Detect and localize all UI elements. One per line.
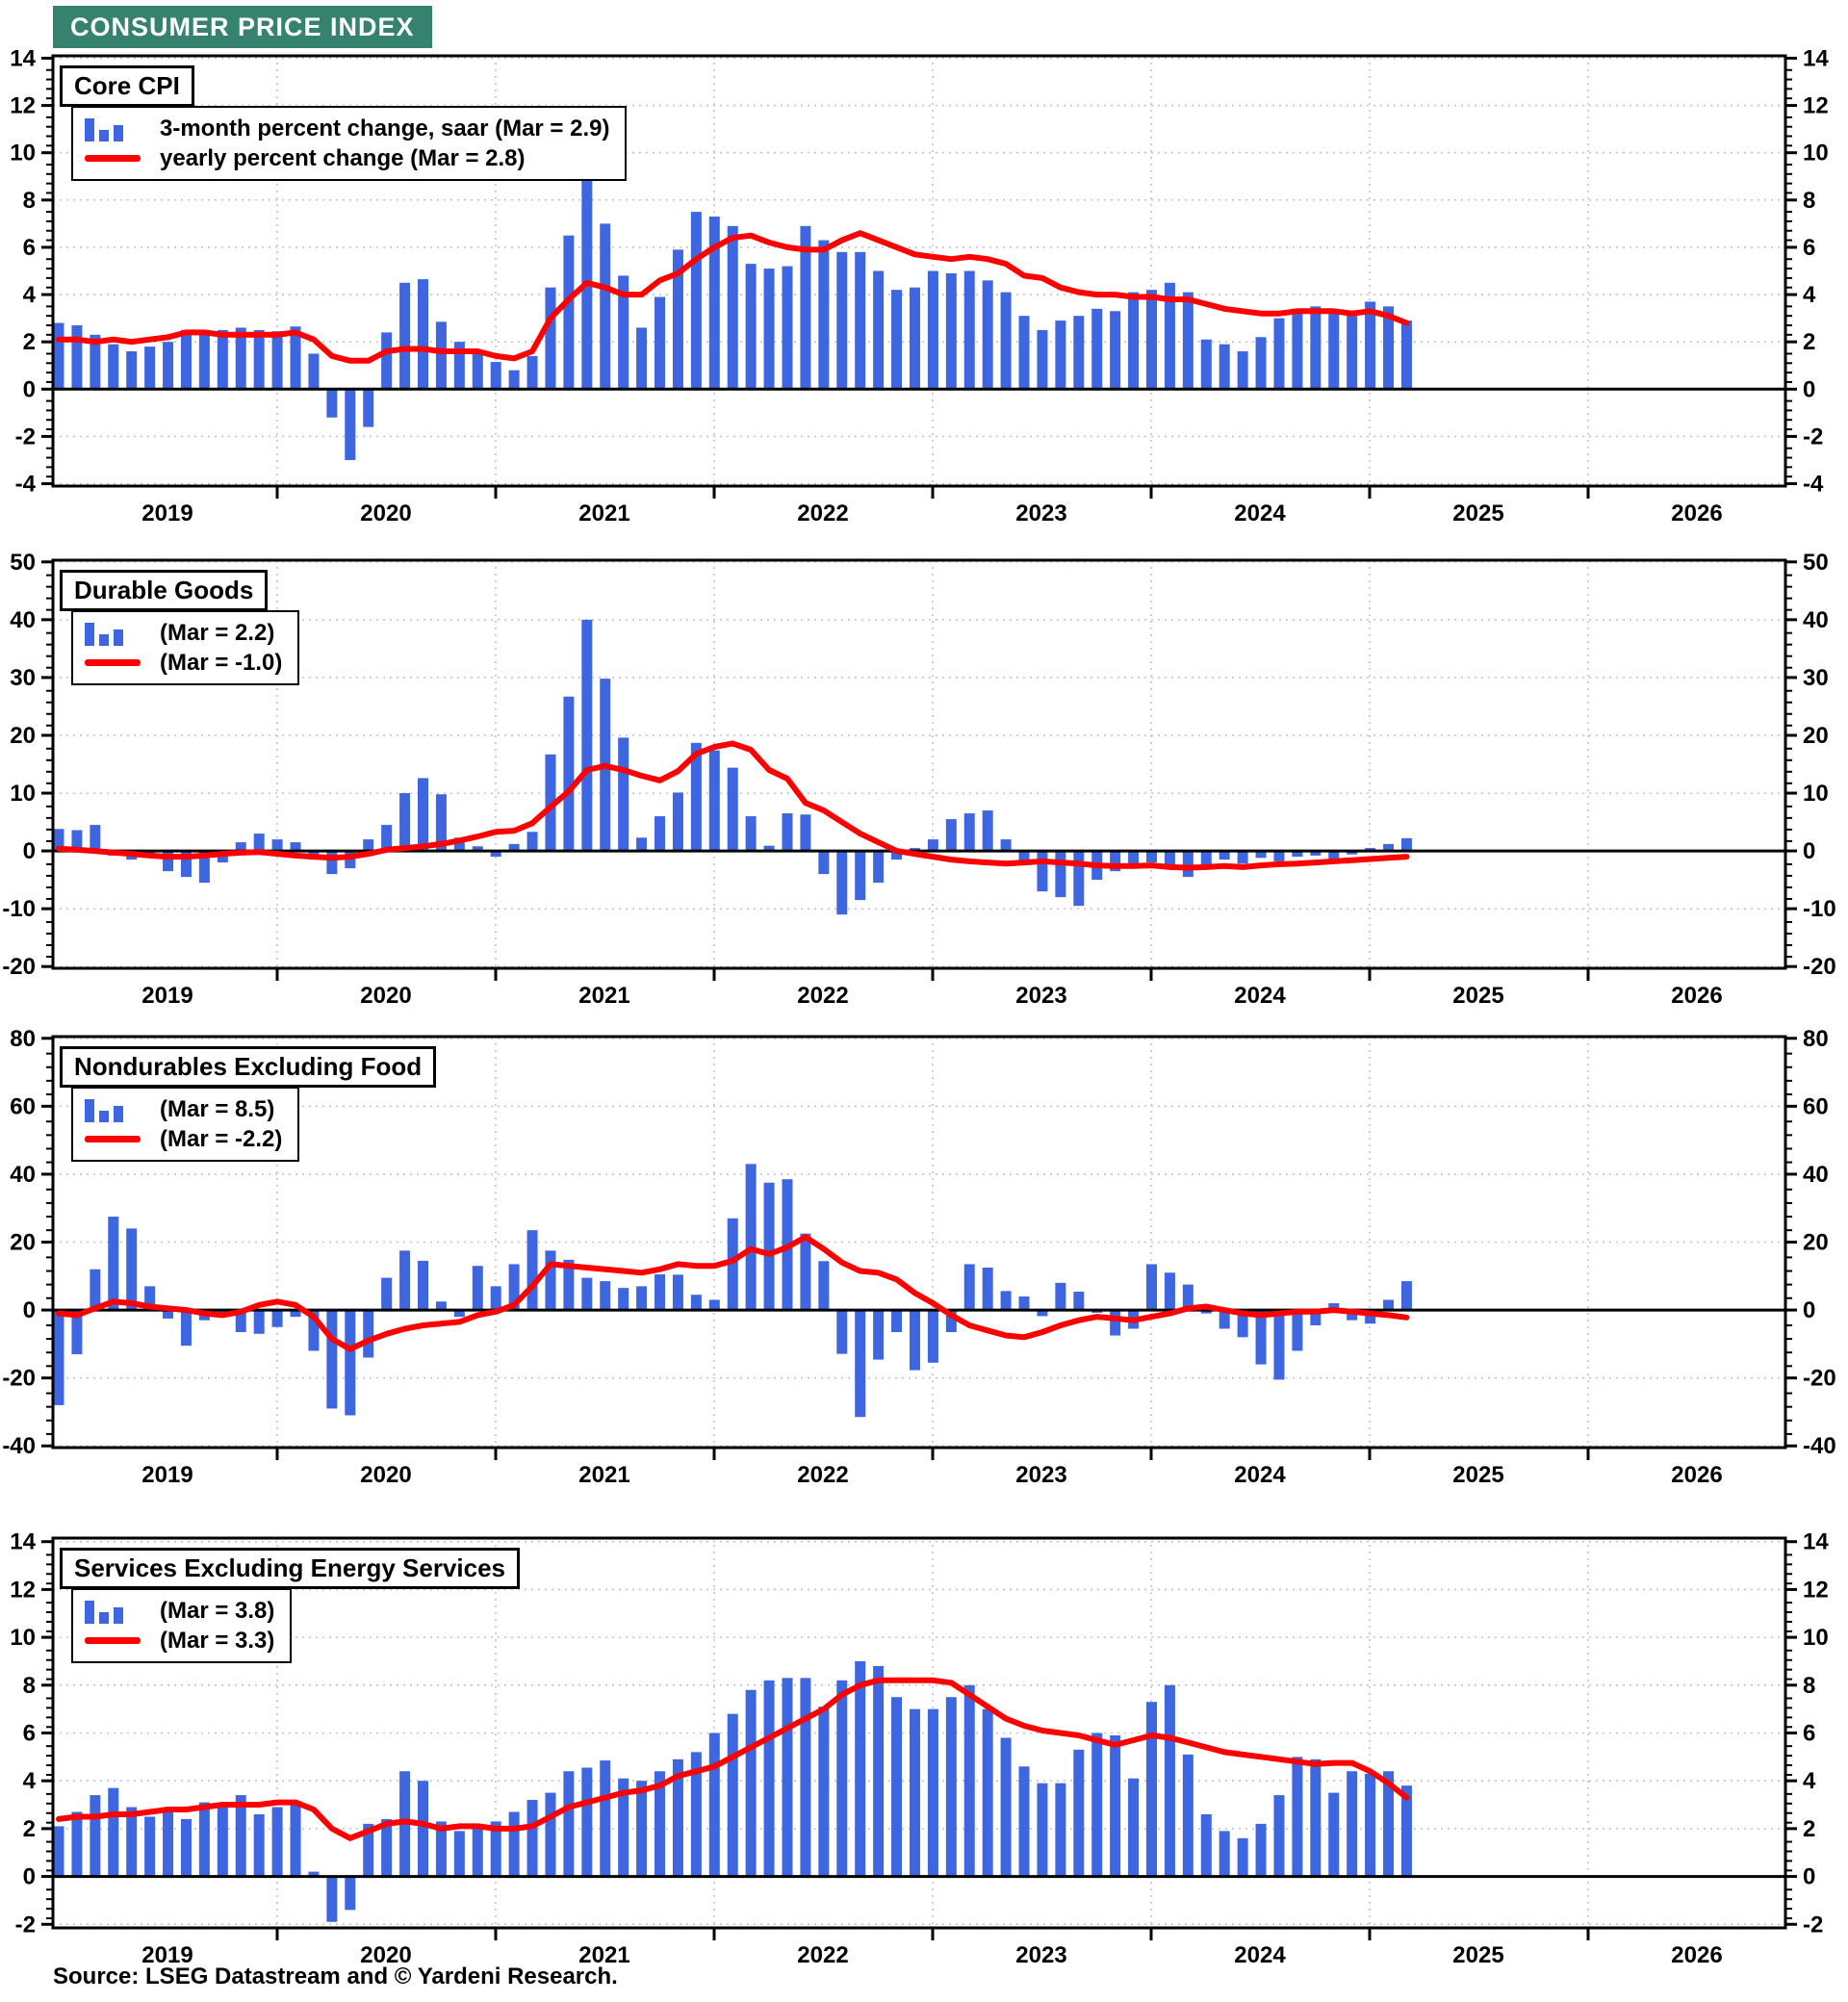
svg-text:10: 10 bbox=[1803, 140, 1829, 167]
panel-nondurables-title: Nondurables Excluding Food bbox=[60, 1046, 436, 1088]
legend-row-line bbox=[85, 143, 609, 173]
svg-text:0: 0 bbox=[22, 376, 36, 403]
panel-nondurables-legend bbox=[71, 1087, 299, 1162]
svg-text:0: 0 bbox=[1803, 376, 1816, 403]
svg-text:2025: 2025 bbox=[1452, 1942, 1504, 1968]
svg-text:-40: -40 bbox=[1803, 1433, 1836, 1460]
svg-text:10: 10 bbox=[10, 140, 36, 167]
svg-text:2022: 2022 bbox=[797, 1462, 849, 1488]
svg-text:0: 0 bbox=[1803, 838, 1816, 865]
svg-text:8: 8 bbox=[22, 187, 36, 214]
legend-bar-label: (Mar = 3.8) bbox=[160, 1597, 275, 1624]
legend-row-bars bbox=[85, 618, 282, 648]
svg-text:2024: 2024 bbox=[1234, 1942, 1286, 1968]
svg-text:2023: 2023 bbox=[1015, 983, 1067, 1009]
svg-text:10: 10 bbox=[1803, 1625, 1829, 1652]
legend-line-label: (Mar = -2.2) bbox=[160, 1125, 283, 1152]
legend-line-label: (Mar = -1.0) bbox=[160, 649, 283, 676]
legend-row-bars bbox=[85, 1596, 274, 1626]
line-series-swatch-icon bbox=[85, 146, 146, 171]
svg-text:4: 4 bbox=[1803, 1768, 1816, 1795]
svg-text:2022: 2022 bbox=[797, 1942, 849, 1968]
svg-text:2024: 2024 bbox=[1234, 500, 1286, 526]
svg-text:2025: 2025 bbox=[1452, 983, 1504, 1009]
svg-text:14: 14 bbox=[10, 45, 36, 72]
svg-text:2019: 2019 bbox=[141, 500, 193, 526]
svg-text:2023: 2023 bbox=[1015, 1462, 1067, 1488]
svg-text:-20: -20 bbox=[1803, 1365, 1836, 1392]
svg-text:60: 60 bbox=[10, 1093, 36, 1120]
svg-text:50: 50 bbox=[1803, 549, 1829, 576]
svg-text:14: 14 bbox=[1803, 45, 1829, 72]
svg-text:-20: -20 bbox=[1803, 954, 1836, 981]
svg-text:10: 10 bbox=[1803, 781, 1829, 808]
panel-durable-goods-title: Durable Goods bbox=[60, 570, 268, 611]
svg-text:2: 2 bbox=[22, 1815, 36, 1842]
svg-text:8: 8 bbox=[1803, 187, 1816, 214]
svg-text:2023: 2023 bbox=[1015, 500, 1067, 526]
legend-line-label: yearly percent change (Mar = 2.8) bbox=[160, 144, 526, 171]
svg-text:40: 40 bbox=[1803, 1161, 1829, 1188]
svg-text:4: 4 bbox=[22, 1768, 36, 1795]
panel-services-legend bbox=[71, 1588, 292, 1663]
svg-text:80: 80 bbox=[1803, 1025, 1829, 1052]
bar-series-swatch-icon bbox=[85, 116, 146, 141]
svg-text:40: 40 bbox=[10, 606, 36, 633]
svg-text:20: 20 bbox=[1803, 722, 1829, 749]
svg-text:6: 6 bbox=[22, 234, 36, 261]
legend-row-line bbox=[85, 1626, 274, 1656]
source-note: Source: LSEG Datastream and © Yardeni Research. bbox=[53, 1964, 618, 1989]
svg-text:0: 0 bbox=[22, 1863, 36, 1890]
bar-series-swatch-icon bbox=[85, 1097, 146, 1122]
page-title-badge: CONSUMER PRICE INDEX bbox=[53, 6, 432, 48]
panel-core-cpi-title: Core CPI bbox=[60, 65, 194, 107]
svg-text:2020: 2020 bbox=[360, 983, 412, 1009]
svg-text:12: 12 bbox=[1803, 92, 1829, 119]
svg-text:2025: 2025 bbox=[1452, 1462, 1504, 1488]
svg-text:2: 2 bbox=[1803, 329, 1816, 356]
svg-text:10: 10 bbox=[10, 781, 36, 808]
svg-text:2022: 2022 bbox=[797, 983, 849, 1009]
svg-text:14: 14 bbox=[1803, 1528, 1829, 1555]
svg-text:-4: -4 bbox=[1803, 471, 1824, 498]
svg-text:-2: -2 bbox=[14, 424, 36, 450]
svg-text:6: 6 bbox=[22, 1720, 36, 1747]
svg-text:0: 0 bbox=[1803, 1863, 1816, 1890]
bar-series-swatch-icon bbox=[85, 621, 146, 646]
svg-text:20: 20 bbox=[10, 1229, 36, 1256]
svg-text:-2: -2 bbox=[1803, 424, 1824, 450]
svg-text:2021: 2021 bbox=[578, 1462, 630, 1488]
line-series-swatch-icon bbox=[85, 1127, 146, 1152]
svg-text:-2: -2 bbox=[1803, 1912, 1824, 1938]
bar-series-swatch-icon bbox=[85, 1599, 146, 1624]
line-series-swatch-icon bbox=[85, 651, 146, 676]
svg-text:50: 50 bbox=[10, 549, 36, 576]
svg-text:12: 12 bbox=[10, 1577, 36, 1604]
svg-text:2019: 2019 bbox=[141, 1942, 193, 1968]
svg-text:-10: -10 bbox=[1803, 896, 1836, 923]
svg-text:12: 12 bbox=[1803, 1577, 1829, 1604]
svg-text:2025: 2025 bbox=[1452, 500, 1504, 526]
svg-text:40: 40 bbox=[1803, 606, 1829, 633]
panel-core-cpi-legend bbox=[71, 106, 627, 181]
legend-row-bars bbox=[85, 114, 609, 143]
svg-text:-2: -2 bbox=[14, 1912, 36, 1938]
svg-text:2019: 2019 bbox=[141, 1462, 193, 1488]
svg-text:2021: 2021 bbox=[578, 983, 630, 1009]
svg-text:2020: 2020 bbox=[360, 1942, 412, 1968]
svg-text:0: 0 bbox=[22, 1297, 36, 1324]
svg-text:8: 8 bbox=[22, 1672, 36, 1699]
svg-text:8: 8 bbox=[1803, 1672, 1816, 1699]
legend-row-bars bbox=[85, 1094, 282, 1124]
legend-line-label: (Mar = 3.3) bbox=[160, 1627, 275, 1654]
legend-bar-label: (Mar = 2.2) bbox=[160, 619, 275, 646]
svg-text:2026: 2026 bbox=[1671, 500, 1723, 526]
svg-text:2021: 2021 bbox=[578, 500, 630, 526]
svg-text:2026: 2026 bbox=[1671, 1942, 1723, 1968]
svg-text:2020: 2020 bbox=[360, 1462, 412, 1488]
line-series-swatch-icon bbox=[85, 1629, 146, 1654]
svg-text:20: 20 bbox=[1803, 1229, 1829, 1256]
svg-text:0: 0 bbox=[22, 838, 36, 865]
svg-text:2024: 2024 bbox=[1234, 1462, 1286, 1488]
svg-text:2026: 2026 bbox=[1671, 983, 1723, 1009]
svg-text:2024: 2024 bbox=[1234, 983, 1286, 1009]
svg-text:0: 0 bbox=[1803, 1297, 1816, 1324]
svg-text:80: 80 bbox=[10, 1025, 36, 1052]
svg-text:6: 6 bbox=[1803, 1720, 1816, 1747]
svg-text:14: 14 bbox=[10, 1528, 36, 1555]
svg-text:60: 60 bbox=[1803, 1093, 1829, 1120]
svg-text:2: 2 bbox=[22, 329, 36, 356]
panel-services-title: Services Excluding Energy Services bbox=[60, 1548, 520, 1589]
svg-text:2026: 2026 bbox=[1671, 1462, 1723, 1488]
svg-text:2023: 2023 bbox=[1015, 1942, 1067, 1968]
svg-text:2019: 2019 bbox=[141, 983, 193, 1009]
svg-text:-20: -20 bbox=[2, 954, 36, 981]
svg-text:-20: -20 bbox=[2, 1365, 36, 1392]
svg-text:2020: 2020 bbox=[360, 500, 412, 526]
svg-text:-4: -4 bbox=[14, 471, 36, 498]
svg-text:2021: 2021 bbox=[578, 1942, 630, 1968]
svg-text:-40: -40 bbox=[2, 1433, 36, 1460]
legend-bar-label: (Mar = 8.5) bbox=[160, 1095, 275, 1122]
svg-text:20: 20 bbox=[10, 722, 36, 749]
svg-text:40: 40 bbox=[10, 1161, 36, 1188]
svg-text:4: 4 bbox=[1803, 282, 1816, 309]
legend-bar-label: 3-month percent change, saar (Mar = 2.9) bbox=[160, 115, 610, 141]
svg-text:6: 6 bbox=[1803, 234, 1816, 261]
svg-text:12: 12 bbox=[10, 92, 36, 119]
legend-row-line bbox=[85, 648, 282, 678]
svg-text:-10: -10 bbox=[2, 896, 36, 923]
svg-text:4: 4 bbox=[22, 282, 36, 309]
svg-text:2022: 2022 bbox=[797, 500, 849, 526]
svg-text:30: 30 bbox=[1803, 664, 1829, 691]
panel-durable-goods-legend bbox=[71, 610, 299, 685]
svg-text:10: 10 bbox=[10, 1625, 36, 1652]
svg-text:30: 30 bbox=[10, 664, 36, 691]
legend-row-line bbox=[85, 1124, 282, 1154]
svg-text:2: 2 bbox=[1803, 1815, 1816, 1842]
